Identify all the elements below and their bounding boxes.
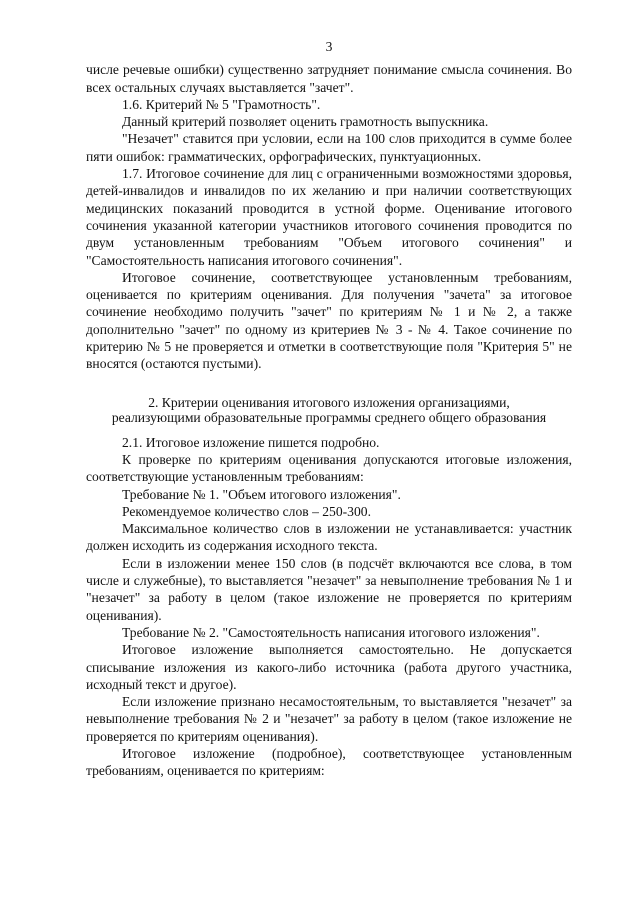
paragraph: Рекомендуемое количество слов – 250-300. <box>122 503 371 519</box>
paragraph: 2.1. Итоговое изложение пишется подробно. <box>122 434 380 450</box>
paragraph: числе речевые ошибки) существенно затрудняет понимание смысла сочинения. Во всех остальных случаях выставляется "зачет". <box>86 62 572 95</box>
section-heading-line: реализующими образовательные программы среднего общего образования <box>111 410 547 426</box>
paragraph: 1.6. Критерий № 5 "Грамотность". <box>122 96 321 112</box>
page-number: 3 <box>325 39 333 54</box>
paragraph: Требование № 2. "Самостоятельность написания итогового изложения". <box>122 624 540 640</box>
document-page <box>86 38 572 780</box>
section-2-body <box>86 434 572 780</box>
section-heading <box>86 395 572 426</box>
paragraph: Если изложение признано несамостоятельным, то выставляется "незачет" за невыполнение требования № 2 и "незачет" за работу в целом (такое изложение не проверяется по критериям оценивания). <box>86 694 572 744</box>
paragraph: 1.7. Итоговое сочинение для лиц с ограниченными возможностями здоровья, детей-инвалидов и инвалидов по их желанию и при наличии соответствующих медицинских показаний проводится в устной форме. Оценивание итогового сочинения указанной категории участников итогового сочинения проводится по двум установленным требованиям "Объем итогового сочинения" и "Самостоятельность написания итогового сочинения". <box>86 166 572 268</box>
paragraph: "Незачет" ставится при условии, если на 100 слов приходится в сумме более пяти ошибок: грамматических, орфографических, пунктуационных. <box>86 131 572 164</box>
section-heading-line: 2. Критерии оценивания итогового изложения организациями, <box>148 394 510 410</box>
paragraph: Требование № 1. "Объем итогового изложения". <box>122 486 401 502</box>
section-1-body <box>86 61 572 372</box>
paragraph: Данный критерий позволяет оценить грамотность выпускника. <box>122 114 489 130</box>
paragraph: Итоговое изложение выполняется самостоятельно. Не допускается списывание изложения из какого-либо источника (работа другого участника, исходный текст и другое). <box>86 642 572 692</box>
paragraph: Если в изложении менее 150 слов (в подсчёт включаются все слова, в том числе и служебные), то выставляется "незачет" за невыполнение требования № 1 и "незачет" за работу в целом (такое изложение не проверяется по критериям оценивания). <box>86 555 572 623</box>
paragraph: Итоговое изложение (подробное), соответствующее установленным требованиям, оценивается по критериям: <box>86 745 572 779</box>
paragraph: Максимальное количество слов в изложении не устанавливается: участник должен исходить из содержания исходного текста. <box>86 521 572 554</box>
paragraph: К проверке по критериям оценивания допускаются итоговые изложения, соответствующие установленным требованиям: <box>86 451 572 485</box>
paragraph: Итоговое сочинение, соответствующее установленным требованиям, оценивается по критериям оценивания. Для получения "зачета" за итоговое сочинение необходимо получить "зачет" по критериям № 1 и № 2, а также дополнительно "зачет" по одному из критериев № 3 - № 4. Такое сочинение по критерию № 5 не проверяется и отметки в соответствующие поля "Критерия 5" не вносятся (остаются пустыми). <box>86 269 572 372</box>
